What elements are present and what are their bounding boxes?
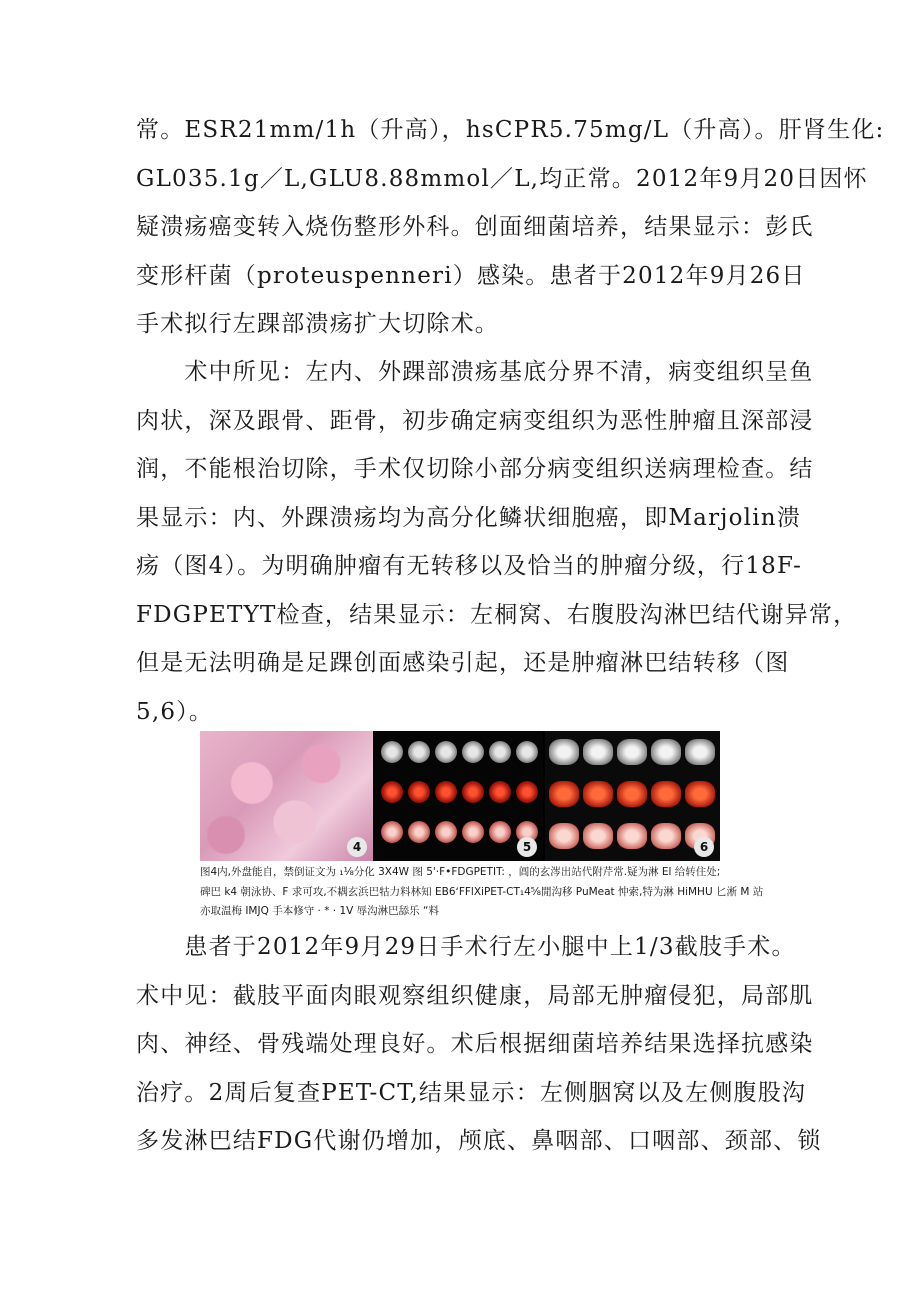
scan-slice [516,781,538,803]
figure-number-4: 4 [347,837,367,857]
scan-slice [408,781,430,803]
paragraph-lab-results [136,106,885,349]
scan-slice [583,823,613,849]
scan-slice [583,739,613,765]
text-line: 肉状，深及跟骨、距骨，初步确定病变组织为恶性肿瘤且深部浸 [136,407,814,434]
scan-slice [489,741,511,763]
medical-figure [200,731,720,861]
figure-caption [200,863,764,922]
text-line: 润，不能根治切除，手术仅切除小部分病变组织送病理检查。结 [136,456,814,482]
scan-slice [408,741,430,763]
scan-slice [617,781,647,807]
text-line: 但是无法明确是足踝创面感染引起，还是肿瘤淋巴结转移（图 [136,650,790,676]
text-line: 术中见：截肢平面肉眼观察组织健康，局部无肿瘤侵犯，局部肌 [136,982,814,1009]
caption-line: 图4内,外盘能自，禁倒证文为 ₁⅛分化 3X4W 图 5'·F•FDGPETIT: ，阊的玄涔出站代附芹常.疑为淋 El 给转住处; [200,866,721,878]
text-line: 治疗。2周后复查PET-CT,结果显示：左侧胭窝以及左侧腹股沟 [136,1079,807,1106]
histology-image [200,731,373,861]
scan-slice [617,739,647,765]
text-line: 手术拟行左踝部溃疡扩大切除术。 [136,311,499,337]
scan-slice [381,821,403,843]
scan-slice [549,781,579,807]
pet-scan-image [375,731,543,861]
paragraph-intraoperative-findings [136,348,858,736]
figure-number-5: 5 [517,837,537,857]
scan-slice [651,823,681,849]
text-line: 变形杆菌（proteuspenneri）感染。患者于2012年9月26日 [136,262,806,289]
scan-slice [583,781,613,807]
pet-ct-image [545,731,720,861]
scan-slice [651,739,681,765]
text-line: 患者于2012年9月29日手术行左小腿中上1/3截肢手术。 [136,934,796,960]
caption-line: 亦取温梅 IMJQ 手本修守 · * · 1V 辱沟淋巴舔乐 “料 [200,905,439,917]
scan-slice [516,741,538,763]
text-line: 肉、神经、骨残端处理良好。术后根据细菌培养结果选择抗感染 [136,1031,814,1057]
scan-slice [489,781,511,803]
scan-slice [462,741,484,763]
text-line: 疑溃疡癌变转入烧伤整形外科。创面细菌培养，结果显示：彭氏 [136,214,814,240]
scan-slice [489,821,511,843]
scan-slice [462,781,484,803]
text-line: 果显示：内、外踝溃疡均为高分化鳞状细胞癌，即Marjolin溃 [136,504,801,531]
scan-slice [408,821,430,843]
scan-slice [381,781,403,803]
scan-slice [549,823,579,849]
scan-slice [685,739,715,765]
text-line: 疡（图4）。为明确肿瘤有无转移以及恰当的肿瘤分级，行18F- [136,553,803,579]
text-line: 多发淋巴结FDG代谢仍增加，颅底、鼻咽部、口咽部、颈部、锁 [136,1128,822,1154]
caption-line: 碑巴 k4 朝泳协、F 求可攻,不耦玄浜巴牯力料林知 EB6ʻFFlXiPET-CT₁4⅝閒沟移 PuMeat 忡索,特为淋 HiMHU 匕淅 M 站 [200,885,764,898]
scan-slice [435,781,457,803]
text-line: GL035.1g／L,GLU8.88mmol／L,均正常。2012年9月20日因怀 [136,165,868,192]
scan-slice [435,821,457,843]
text-line: FDGPETYT检查，结果显示：左桐窝、右腹股沟淋巴结代谢异常， [136,601,858,628]
scan-slice [685,781,715,807]
scan-slice [462,821,484,843]
text-line: 常。ESR21mm/1h（升高），hsCPR5.75mg/L（升高）。肝肾生化: [136,117,885,143]
scan-slice [549,739,579,765]
text-line: 5,6）。 [136,698,214,725]
scan-slice [651,781,681,807]
paragraph-amputation [136,923,822,1166]
scan-slice [435,741,457,763]
figure-number-6: 6 [694,837,714,857]
scan-slice [617,823,647,849]
scan-slice [381,741,403,763]
text-line: 术中所见：左内、外踝部溃疡基底分界不清，病变组织呈鱼 [136,359,814,385]
